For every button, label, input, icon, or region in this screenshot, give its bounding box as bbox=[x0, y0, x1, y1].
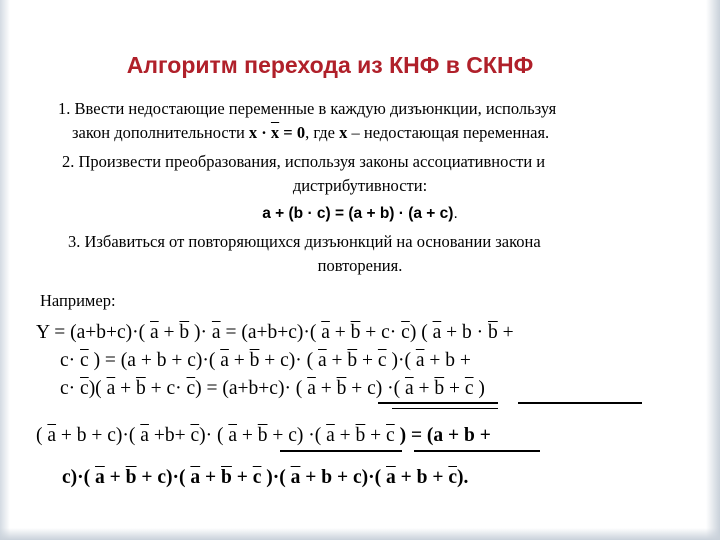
distributivity-formula bbox=[0, 204, 720, 224]
neg-c: $\overline{c}$ bbox=[80, 378, 89, 399]
formula-end: . bbox=[453, 205, 458, 222]
neg-b: $\overline{b}$ bbox=[347, 350, 358, 371]
neg-a: $\overline{a}$ bbox=[47, 425, 57, 446]
expr: ) = (a+b+c)· ( bbox=[195, 378, 308, 399]
duplicate-underline bbox=[280, 450, 402, 452]
text-fragment: – недостающая переменная. bbox=[347, 123, 550, 142]
duplicate-underline bbox=[414, 450, 540, 452]
neg-c: $\overline{c}$ bbox=[464, 378, 474, 399]
text-fragment: закон дополнительности bbox=[72, 123, 249, 142]
neg-c: $\overline{c}$ bbox=[252, 467, 262, 488]
neg-a: $\overline{a}$ bbox=[318, 350, 327, 371]
expr: + c) ·( bbox=[346, 378, 405, 399]
dot-operator: · bbox=[257, 123, 271, 142]
expr: + c· bbox=[145, 378, 187, 399]
neg-c: $\overline{c}$ bbox=[80, 350, 89, 371]
expr: )·( bbox=[261, 467, 291, 488]
neg-b: $\overline{b}$ bbox=[135, 378, 146, 399]
neg-b: $\overline{b}$ bbox=[336, 378, 347, 399]
expr: ) ( bbox=[409, 322, 433, 343]
step-1-line-2 bbox=[72, 123, 549, 143]
duplicate-underline bbox=[518, 402, 642, 404]
expr: + bbox=[115, 378, 136, 399]
expr: )·( bbox=[386, 350, 416, 371]
expr: + bbox=[237, 425, 258, 446]
neg-a: $\overline{a}$ bbox=[326, 425, 335, 446]
neg-a: $\overline{a}$ bbox=[404, 378, 414, 399]
expr: + bbox=[413, 378, 435, 399]
example-line-1 bbox=[36, 321, 514, 345]
neg-b: $\overline{b}$ bbox=[221, 467, 232, 488]
expr: + bbox=[104, 467, 126, 488]
duplicate-underline bbox=[378, 402, 498, 404]
step-1-line-1: 1. Ввести недостающие переменные в каждую дизъюнкции, используя bbox=[58, 99, 557, 118]
neg-c: $\overline{c}$ bbox=[186, 378, 196, 399]
expr: + bbox=[365, 425, 387, 446]
neg-c: $\overline{c}$ bbox=[386, 425, 395, 446]
slide-title bbox=[0, 52, 700, 79]
expr: + c)·( bbox=[136, 467, 191, 488]
formula-text: a + (b · c) = (a + b) · (a + c) bbox=[262, 205, 454, 222]
var-x-negated: $\overline{x}$ bbox=[270, 123, 280, 142]
expr: + c· bbox=[360, 322, 402, 343]
expr: Y = (a+b+c)·( bbox=[36, 322, 151, 343]
example-line-3 bbox=[60, 377, 485, 401]
neg-a: $\overline{a}$ bbox=[211, 322, 221, 343]
neg-b: $\overline{b}$ bbox=[125, 467, 137, 488]
expr: + bbox=[329, 322, 351, 343]
neg-b: $\overline{b}$ bbox=[355, 425, 366, 446]
expr: c· bbox=[60, 378, 81, 399]
equals-zero: = 0 bbox=[279, 123, 306, 142]
expr: + c) ·( bbox=[267, 425, 327, 446]
example-label: Например: bbox=[40, 291, 116, 310]
expr-bold: ) = (a + b + bbox=[394, 425, 491, 446]
neg-a: $\overline{a}$ bbox=[321, 322, 330, 343]
neg-a: $\overline{a}$ bbox=[140, 425, 149, 446]
step-3-line-1: 3. Избавиться от повторяющихся дизъюнкций на основании закона bbox=[68, 232, 541, 251]
expr: = (a+b+c)·( bbox=[220, 322, 322, 343]
text-fragment: , где bbox=[305, 123, 340, 142]
neg-a: $\overline{a}$ bbox=[290, 467, 301, 488]
step-2-line-2: дистрибутивности: bbox=[292, 176, 428, 195]
neg-a: $\overline{a}$ bbox=[150, 322, 159, 343]
slide-bottom-shadow bbox=[0, 528, 720, 540]
step-3-line-2: повторения. bbox=[317, 256, 403, 275]
neg-b: $\overline{b}$ bbox=[249, 350, 260, 371]
expr: + bbox=[326, 350, 348, 371]
expr: + bbox=[158, 322, 180, 343]
neg-a: $\overline{a}$ bbox=[386, 467, 396, 488]
expr: + b + c)·( bbox=[56, 425, 141, 446]
var-x: x bbox=[339, 123, 348, 142]
duplicate-underline-thin bbox=[392, 408, 498, 409]
neg-c: $\overline{c}$ bbox=[377, 350, 387, 371]
neg-a: $\overline{a}$ bbox=[415, 350, 425, 371]
expr: )· ( bbox=[199, 425, 229, 446]
example-line-5 bbox=[62, 466, 468, 490]
neg-a: $\overline{a}$ bbox=[228, 425, 237, 446]
example-line-2 bbox=[60, 349, 471, 373]
expr: )( bbox=[88, 378, 107, 399]
expr: + b + c)·( bbox=[300, 467, 387, 488]
neg-b: $\overline{b}$ bbox=[179, 322, 190, 343]
expr: + c)· ( bbox=[259, 350, 319, 371]
expr: )· bbox=[189, 322, 212, 343]
expr: ) = (a + b + c)·( bbox=[88, 350, 221, 371]
neg-c: $\overline{c}$ bbox=[448, 467, 457, 488]
step-2-line-1: 2. Произвести преобразования, используя законы ассоциативности и bbox=[62, 152, 546, 171]
neg-a: $\overline{a}$ bbox=[106, 378, 116, 399]
expr: ( bbox=[36, 425, 48, 446]
expr: + b + bbox=[395, 467, 449, 488]
neg-a: $\overline{a}$ bbox=[220, 350, 229, 371]
expr: + bbox=[334, 425, 356, 446]
expr: +b+ bbox=[148, 425, 191, 446]
expr: c)·( bbox=[62, 467, 96, 488]
expr: + b + bbox=[424, 350, 471, 371]
neg-b: $\overline{b}$ bbox=[257, 425, 268, 446]
neg-b: $\overline{b}$ bbox=[434, 378, 445, 399]
var-x: x bbox=[248, 123, 258, 142]
example-line-4 bbox=[36, 424, 491, 448]
expr: + bbox=[228, 350, 250, 371]
neg-b: $\overline{b}$ bbox=[350, 322, 361, 343]
neg-a: $\overline{a}$ bbox=[95, 467, 105, 488]
neg-c: $\overline{c}$ bbox=[190, 425, 200, 446]
expr: c· bbox=[60, 350, 81, 371]
neg-a: $\overline{a}$ bbox=[307, 378, 316, 399]
neg-b: $\overline{b}$ bbox=[487, 322, 498, 343]
expr: + bbox=[357, 350, 378, 371]
expr: ). bbox=[457, 467, 469, 488]
neg-c: $\overline{c}$ bbox=[401, 322, 410, 343]
expr: + b · bbox=[441, 322, 488, 343]
expr: + bbox=[200, 467, 222, 488]
expr: + bbox=[231, 467, 253, 488]
neg-a: $\overline{a}$ bbox=[432, 322, 442, 343]
expr: + bbox=[315, 378, 337, 399]
neg-a: $\overline{a}$ bbox=[190, 467, 201, 488]
slide-title-text: Алгоритм перехода из КНФ в СКНФ bbox=[126, 52, 534, 78]
expr: + bbox=[444, 378, 465, 399]
expr: + bbox=[497, 322, 514, 343]
expr: ) bbox=[473, 378, 485, 399]
